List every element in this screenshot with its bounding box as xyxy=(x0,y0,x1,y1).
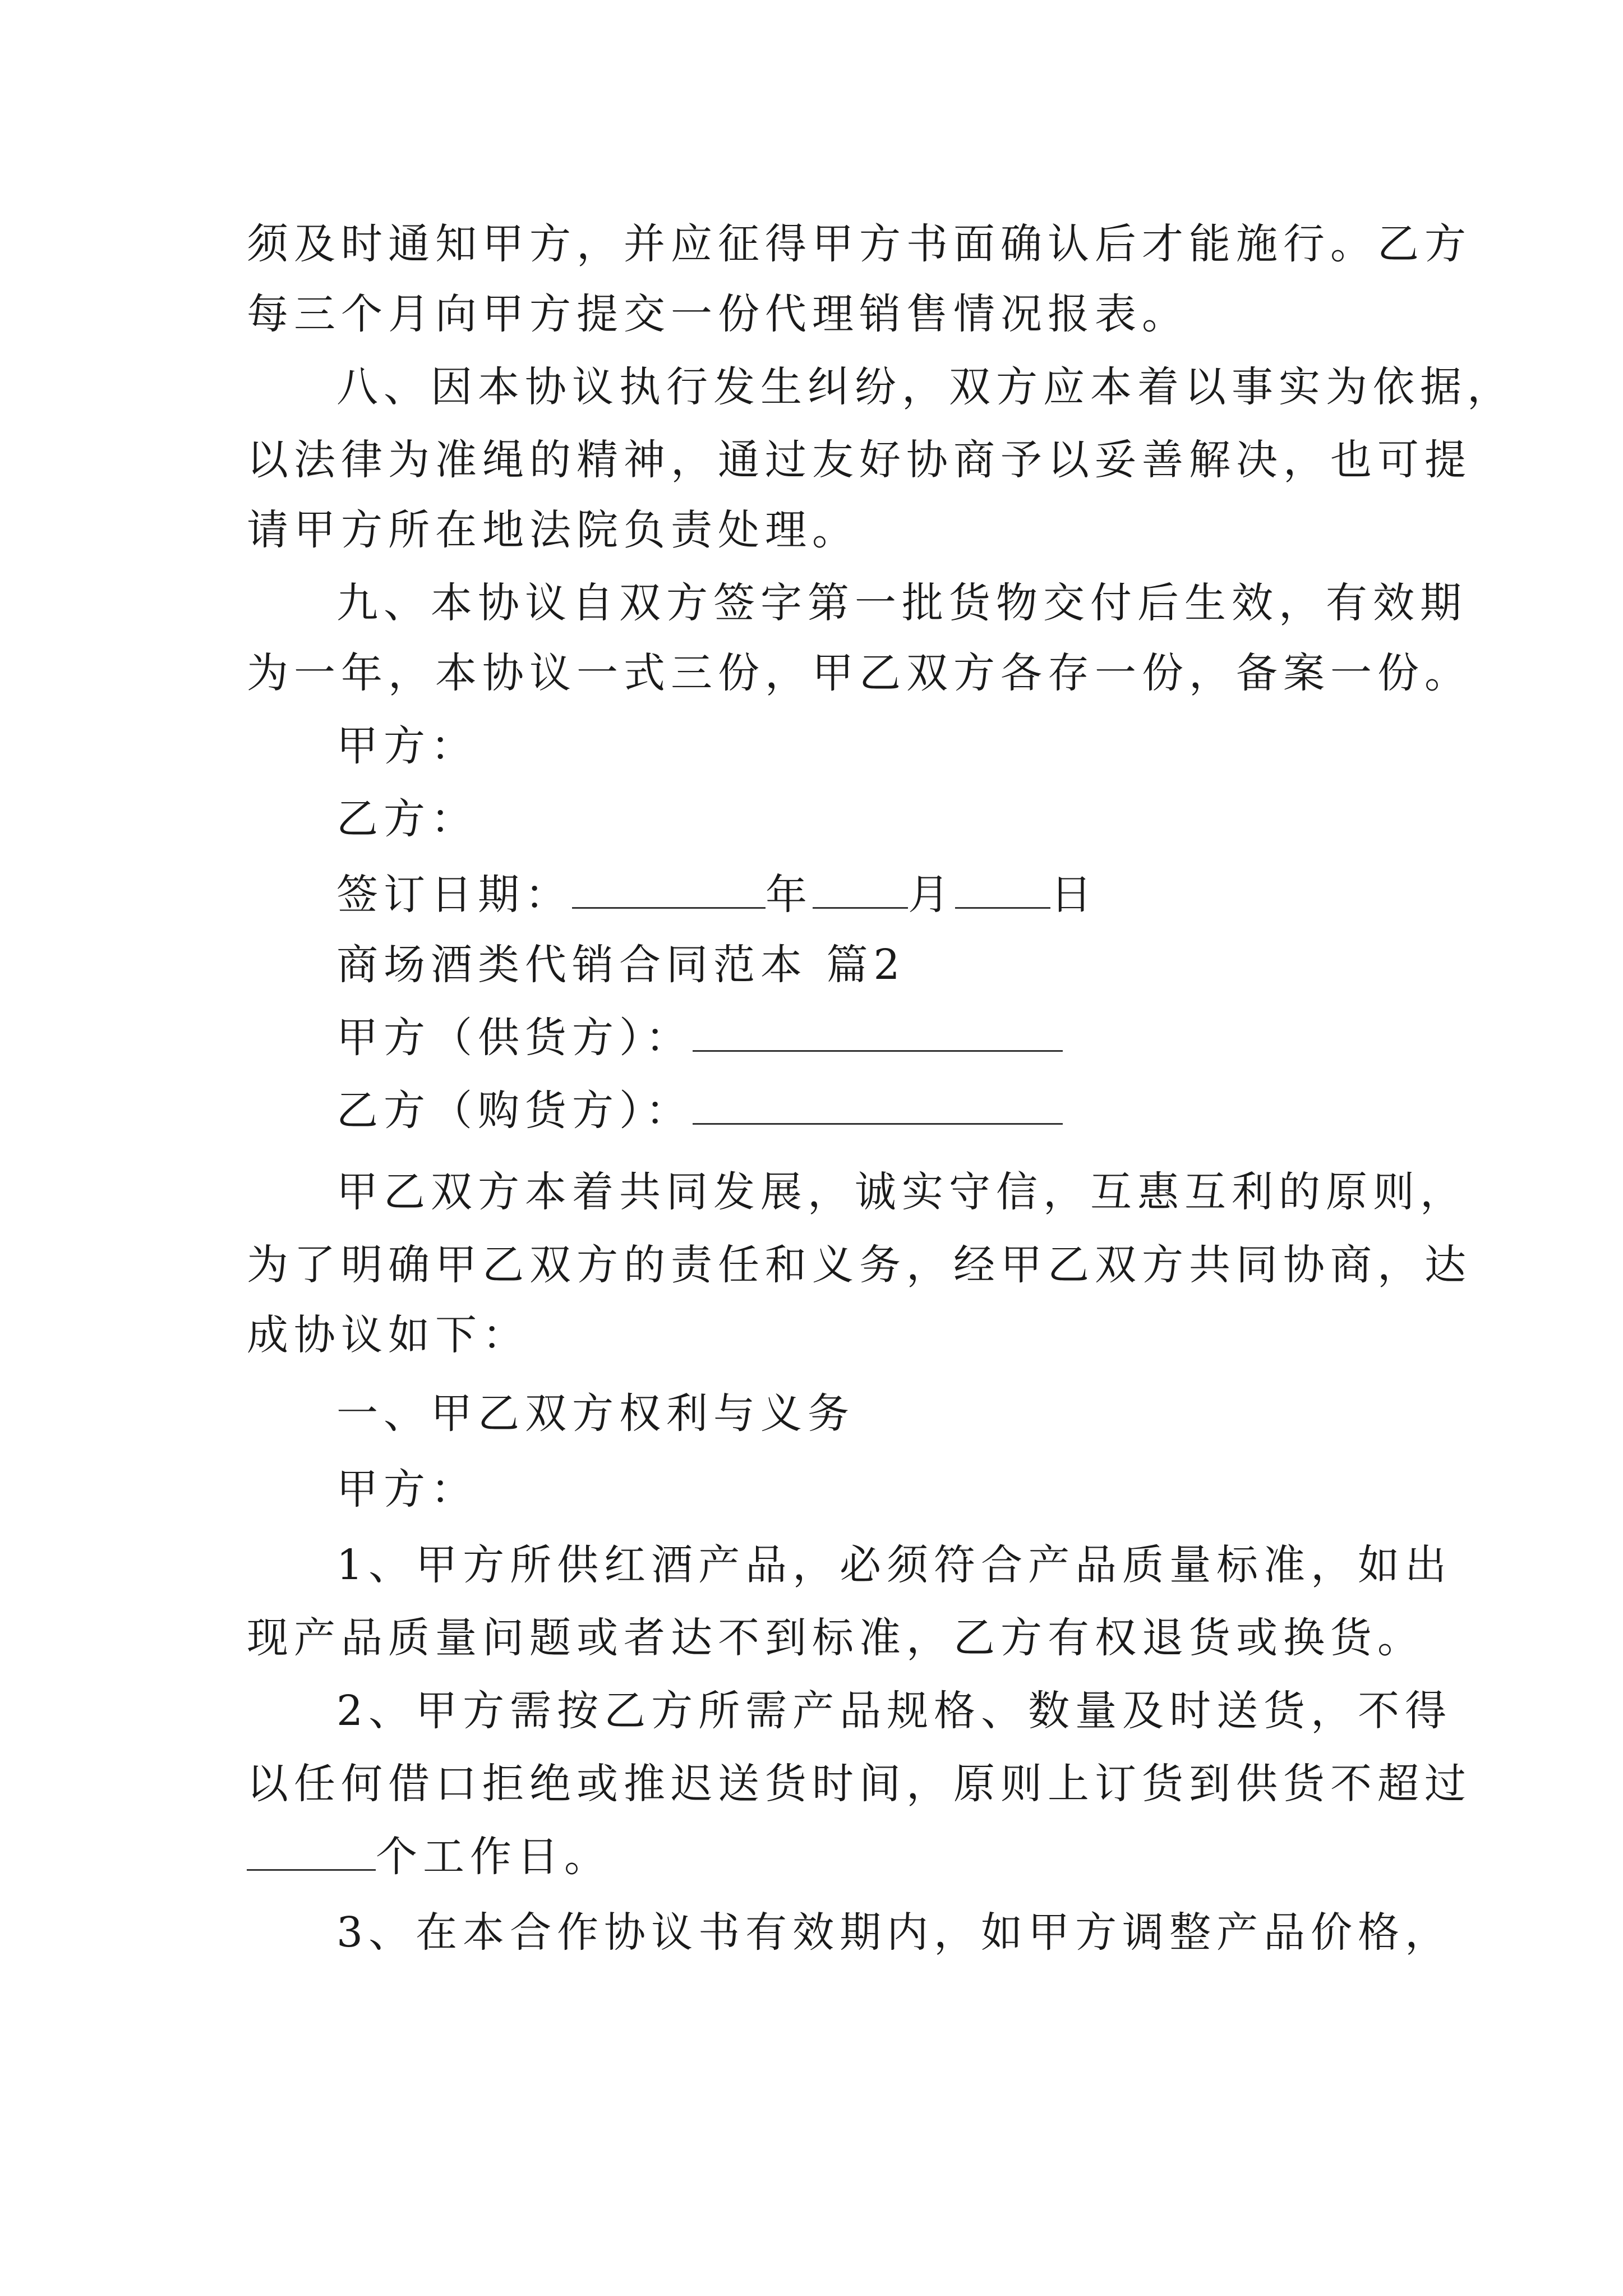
item-one-line: 1、甲方所供红酒产品，必须符合产品质量标准，如出 xyxy=(336,1541,1453,1589)
day-label: 日 xyxy=(1050,871,1098,919)
buyer-line xyxy=(336,1083,1063,1139)
workday-line xyxy=(247,1829,611,1885)
paragraph-line: 成协议如下： xyxy=(247,1311,529,1359)
paragraph-line: 甲乙双方本着共同发展，诚实守信，互惠互利的原则， xyxy=(336,1168,1467,1216)
supplier-blank xyxy=(693,1011,1063,1052)
clause-nine-line: 九、本协议自双方签字第一批货物交付后生效，有效期 xyxy=(336,579,1467,627)
paragraph-line: 须及时通知甲方，并应征得甲方书面确认后才能施行。乙方 xyxy=(247,220,1472,268)
item-three-line: 3、在本合作协议书有效期内，如甲方调整产品价格， xyxy=(336,1908,1453,1957)
workday-suffix: 个工作日。 xyxy=(376,1833,611,1881)
section-title: 商场酒类代销合同范本 篇2 xyxy=(336,941,906,989)
month-label: 月 xyxy=(908,871,955,919)
party-b-label: 乙方： xyxy=(336,795,478,843)
paragraph-line: 为一年，本协议一式三份，甲乙双方各存一份，备案一份。 xyxy=(247,649,1472,697)
party-a-label: 甲方： xyxy=(336,722,478,770)
paragraph-line: 现产品质量问题或者达不到标准，乙方有权退货或换货。 xyxy=(247,1614,1424,1662)
year-label: 年 xyxy=(766,871,813,919)
year-blank xyxy=(572,868,766,909)
buyer-label: 乙方（购货方）： xyxy=(336,1087,693,1135)
sign-date-label: 签订日期： xyxy=(336,871,572,919)
clause-eight-line: 八、因本协议执行发生纠纷，双方应本着以事实为依据， xyxy=(336,363,1514,411)
paragraph-line: 以任何借口拒绝或推迟送货时间，原则上订货到供货不超过 xyxy=(247,1760,1472,1808)
item-two-line: 2、甲方需按乙方所需产品规格、数量及时送货，不得 xyxy=(336,1687,1453,1735)
supplier-line xyxy=(336,1010,1063,1066)
day-blank xyxy=(955,868,1050,909)
paragraph-line: 为了明确甲乙双方的责任和义务，经甲乙双方共同协商，达 xyxy=(247,1241,1472,1289)
paragraph-line: 请甲方所在地法院负责处理。 xyxy=(247,506,859,554)
party-a-heading: 甲方： xyxy=(336,1465,478,1513)
paragraph-line: 每三个月向甲方提交一份代理销售情况报表。 xyxy=(247,290,1189,338)
month-blank xyxy=(813,868,908,909)
buyer-blank xyxy=(693,1084,1063,1125)
supplier-label: 甲方（供货方）： xyxy=(336,1014,693,1062)
paragraph-line: 以法律为准绳的精神，通过友好协商予以妥善解决，也可提 xyxy=(247,436,1472,484)
section-heading: 一、甲乙双方权利与义务 xyxy=(336,1389,855,1438)
sign-date-line xyxy=(336,867,1098,923)
workday-blank xyxy=(247,1830,376,1871)
